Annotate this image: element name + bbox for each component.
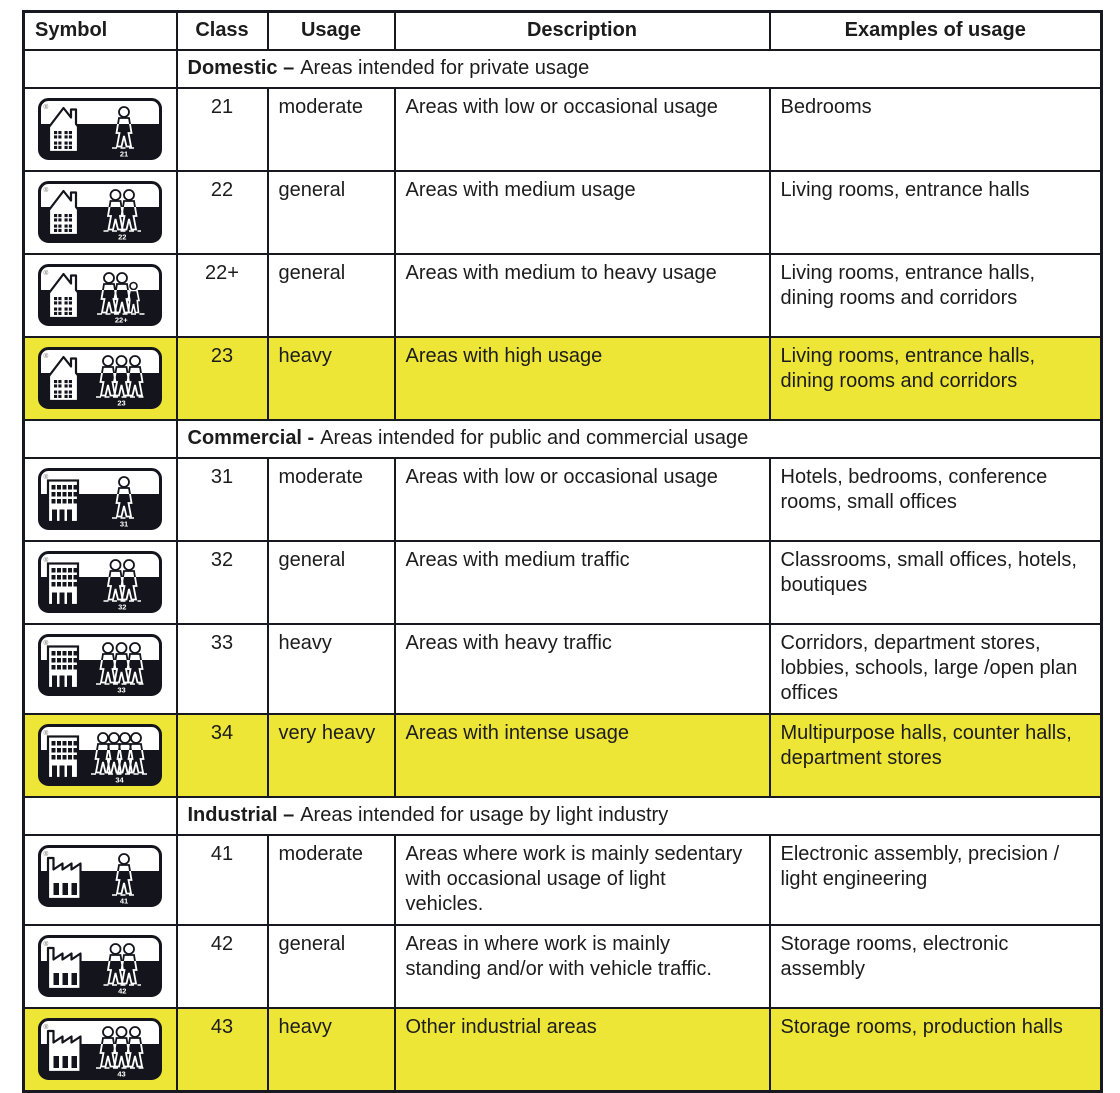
table-row-class-33 (24, 624, 1102, 714)
usage-cell: moderate (268, 835, 395, 925)
description-cell: Areas with medium traffic (395, 541, 770, 624)
symbol-cell (24, 541, 177, 624)
svg-text:22+: 22+ (115, 315, 128, 324)
svg-text:®: ® (43, 1023, 49, 1031)
col-header-class: Class (177, 12, 268, 50)
usage-cell: general (268, 925, 395, 1008)
class-32-pictogram-icon (37, 550, 163, 621)
svg-text:34: 34 (115, 775, 124, 784)
class-22-pictogram-icon (37, 180, 163, 251)
examples-cell: Living rooms, entrance halls, dining rooms and corridors (770, 254, 1102, 337)
section-header-domestic (177, 50, 1102, 88)
svg-text:42: 42 (118, 986, 127, 995)
examples-cell: Living rooms, entrance halls, dining rooms and corridors (770, 337, 1102, 420)
symbol-cell (24, 458, 177, 541)
table-row-class-32 (24, 541, 1102, 624)
svg-text:32: 32 (118, 602, 127, 611)
symbol-cell (24, 88, 177, 171)
symbol-cell (24, 714, 177, 797)
section-title: Industrial – (187, 804, 295, 826)
header-row (24, 12, 1102, 50)
svg-text:21: 21 (120, 149, 129, 158)
class-33-pictogram-icon (37, 633, 163, 704)
svg-text:22: 22 (118, 232, 127, 241)
svg-text:31: 31 (120, 519, 129, 528)
usage-cell: moderate (268, 458, 395, 541)
description-cell: Areas with heavy traffic (395, 624, 770, 714)
symbol-cell-empty (24, 50, 177, 88)
table-row-class-22 (24, 171, 1102, 254)
examples-cell: Multipurpose halls, counter halls, department stores (770, 714, 1102, 797)
usage-cell: general (268, 541, 395, 624)
svg-text:®: ® (43, 639, 49, 647)
class-cell: 34 (177, 714, 268, 797)
class-cell: 21 (177, 88, 268, 171)
class-31-pictogram-icon (37, 467, 163, 538)
examples-cell: Living rooms, entrance halls (770, 171, 1102, 254)
description-cell: Areas with medium usage (395, 171, 770, 254)
svg-text:®: ® (43, 940, 49, 948)
usage-class-table (22, 10, 1103, 1093)
class-23-pictogram-icon (37, 346, 163, 417)
description-cell: Areas in where work is mainly standing and/or with vehicle traffic. (395, 925, 770, 1008)
svg-text:41: 41 (120, 896, 129, 905)
svg-text:43: 43 (117, 1069, 126, 1078)
symbol-cell (24, 835, 177, 925)
class-cell: 41 (177, 835, 268, 925)
table-row-class-22plus (24, 254, 1102, 337)
description-cell: Areas with low or occasional usage (395, 88, 770, 171)
svg-text:33: 33 (117, 685, 126, 694)
section-header-row-domestic (24, 50, 1102, 88)
section-subtitle: Areas intended for public and commercial usage (320, 427, 749, 449)
examples-cell: Bedrooms (770, 88, 1102, 171)
section-header-row-commercial (24, 420, 1102, 458)
section-subtitle: Areas intended for usage by light industry (300, 804, 669, 826)
usage-cell: moderate (268, 88, 395, 171)
svg-text:®: ® (43, 729, 49, 737)
class-43-pictogram-icon (37, 1017, 163, 1088)
section-title: Domestic – (187, 57, 295, 79)
class-cell: 23 (177, 337, 268, 420)
svg-text:®: ® (43, 186, 49, 194)
section-subtitle: Areas intended for private usage (300, 57, 590, 79)
examples-cell: Corridors, department stores, lobbies, schools, large /open plan offices (770, 624, 1102, 714)
description-cell: Areas with medium to heavy usage (395, 254, 770, 337)
class-21-pictogram-icon (37, 97, 163, 168)
symbol-cell-empty (24, 797, 177, 835)
section-header-commercial (177, 420, 1102, 458)
table-row-class-43-highlighted (24, 1008, 1102, 1092)
section-header-row-industrial (24, 797, 1102, 835)
examples-cell: Electronic assembly, precision / light engineering (770, 835, 1102, 925)
class-22plus-pictogram-icon (37, 263, 163, 334)
symbol-cell (24, 624, 177, 714)
svg-text:®: ® (43, 850, 49, 858)
svg-text:®: ® (43, 103, 49, 111)
table-row-class-21 (24, 88, 1102, 171)
symbol-cell (24, 925, 177, 1008)
class-41-pictogram-icon (37, 844, 163, 915)
symbol-cell (24, 337, 177, 420)
usage-cell: very heavy (268, 714, 395, 797)
description-cell: Areas with high usage (395, 337, 770, 420)
usage-cell: general (268, 254, 395, 337)
description-cell: Areas where work is mainly sedentary with occasional usage of light vehicles. (395, 835, 770, 925)
table-row-class-41 (24, 835, 1102, 925)
table-row-class-42 (24, 925, 1102, 1008)
section-title: Commercial - (187, 427, 315, 449)
usage-cell: heavy (268, 337, 395, 420)
svg-text:®: ® (43, 269, 49, 277)
examples-cell: Classrooms, small offices, hotels, boutiques (770, 541, 1102, 624)
description-cell: Areas with low or occasional usage (395, 458, 770, 541)
symbol-cell (24, 171, 177, 254)
symbol-cell-empty (24, 420, 177, 458)
table-row-class-23-highlighted (24, 337, 1102, 420)
class-cell: 43 (177, 1008, 268, 1092)
svg-text:®: ® (43, 556, 49, 564)
col-header-symbol: Symbol (24, 12, 177, 50)
description-cell: Areas with intense usage (395, 714, 770, 797)
class-cell: 22 (177, 171, 268, 254)
class-cell: 33 (177, 624, 268, 714)
class-cell: 42 (177, 925, 268, 1008)
class-42-pictogram-icon (37, 934, 163, 1005)
col-header-description: Description (395, 12, 770, 50)
description-cell: Other industrial areas (395, 1008, 770, 1092)
usage-cell: heavy (268, 624, 395, 714)
examples-cell: Storage rooms, production halls (770, 1008, 1102, 1092)
col-header-examples: Examples of usage (770, 12, 1102, 50)
svg-text:®: ® (43, 352, 49, 360)
class-cell: 22+ (177, 254, 268, 337)
examples-cell: Hotels, bedrooms, conference rooms, small offices (770, 458, 1102, 541)
table-row-class-31 (24, 458, 1102, 541)
examples-cell: Storage rooms, electronic assembly (770, 925, 1102, 1008)
section-header-industrial (177, 797, 1102, 835)
class-34-pictogram-icon (37, 723, 163, 794)
svg-text:23: 23 (117, 398, 126, 407)
class-cell: 31 (177, 458, 268, 541)
class-cell: 32 (177, 541, 268, 624)
usage-cell: heavy (268, 1008, 395, 1092)
symbol-cell (24, 1008, 177, 1092)
usage-cell: general (268, 171, 395, 254)
col-header-usage: Usage (268, 12, 395, 50)
symbol-cell (24, 254, 177, 337)
svg-text:®: ® (43, 473, 49, 481)
table-row-class-34-highlighted (24, 714, 1102, 797)
